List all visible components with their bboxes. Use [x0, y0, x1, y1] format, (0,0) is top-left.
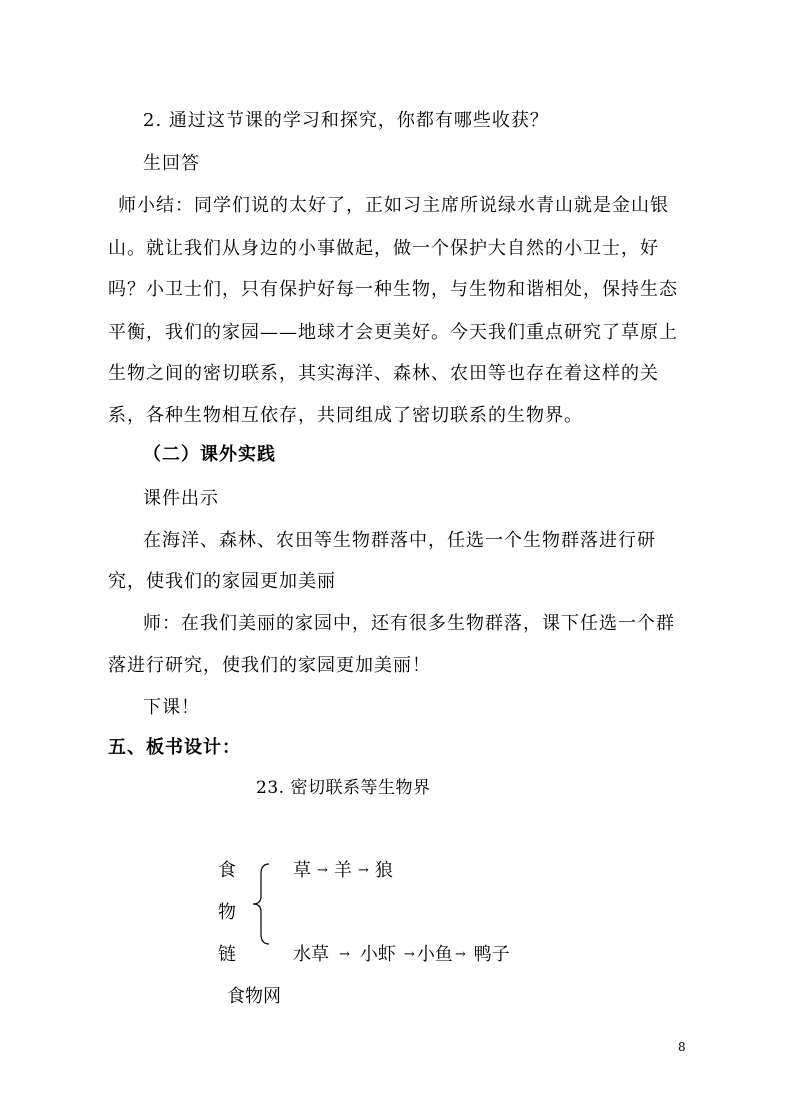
section-heading-board: 五、板书设计：	[108, 737, 241, 758]
organism: 小鱼	[416, 944, 453, 965]
task-line: 究，使我们的家园更加美丽	[108, 571, 336, 592]
class-dismissed: 下课！	[143, 697, 200, 718]
student-answer: 生回答	[143, 153, 200, 174]
arrow-right-icon: →	[403, 947, 415, 962]
organism: 鸭子	[473, 944, 510, 965]
page-number: 8	[678, 1040, 686, 1054]
teacher-line: 师：在我们美丽的家园中，还有很多生物群落，课下任选一个群	[143, 613, 675, 634]
section-heading-practice: （二）课外实践	[143, 444, 276, 465]
arrow-right-icon: →	[339, 947, 350, 962]
curly-brace-icon	[249, 862, 279, 946]
arrow-right-icon: →	[454, 947, 466, 962]
board-title: 23. 密切联系等生物界	[256, 778, 431, 798]
organism: 小虾	[359, 944, 396, 965]
chain-label-char: 链	[218, 944, 236, 965]
question-2: 2. 通过这节课的学习和探究，你都有哪些收获？	[143, 110, 549, 131]
organism: 水草	[293, 944, 329, 965]
teacher-line: 落进行研究，使我们的家园更加美丽！	[108, 655, 431, 676]
courseware-note: 课件出示	[143, 488, 219, 509]
teacher-summary-line: 系，各种生物相互依存，共同组成了密切联系的生物界。	[108, 405, 583, 426]
food-chain-1	[293, 856, 393, 882]
arrow-right-icon: →	[357, 863, 369, 878]
arrow-right-icon: →	[317, 863, 328, 878]
teacher-summary-line: 山。就让我们从身边的小事做起，做一个保护大自然的小卫士，好	[108, 238, 659, 259]
teacher-summary-line: 平衡，我们的家园——地球才会更美好。今天我们重点研究了草原上	[108, 322, 678, 343]
organism: 草	[293, 860, 311, 881]
teacher-summary-line: 生物之间的密切联系，其实海洋、森林、农田等也存在着这样的关	[108, 363, 659, 384]
organism: 狼	[374, 860, 393, 881]
food-web-label: 食物网	[227, 986, 281, 1007]
organism: 羊	[333, 860, 352, 881]
chain-label-char: 食	[218, 860, 236, 881]
chain-label-char: 物	[218, 902, 236, 923]
task-line: 在海洋、森林、农田等生物群落中，任选一个生物群落进行研	[143, 530, 656, 551]
food-chain-2	[293, 940, 510, 966]
teacher-summary-line: 吗？小卫士们，只有保护好每一种生物，与生物和谐相处，保持生态	[108, 279, 678, 300]
teacher-summary-line: 师小结：同学们说的太好了，正如习主席所说绿水青山就是金山银	[118, 195, 669, 216]
